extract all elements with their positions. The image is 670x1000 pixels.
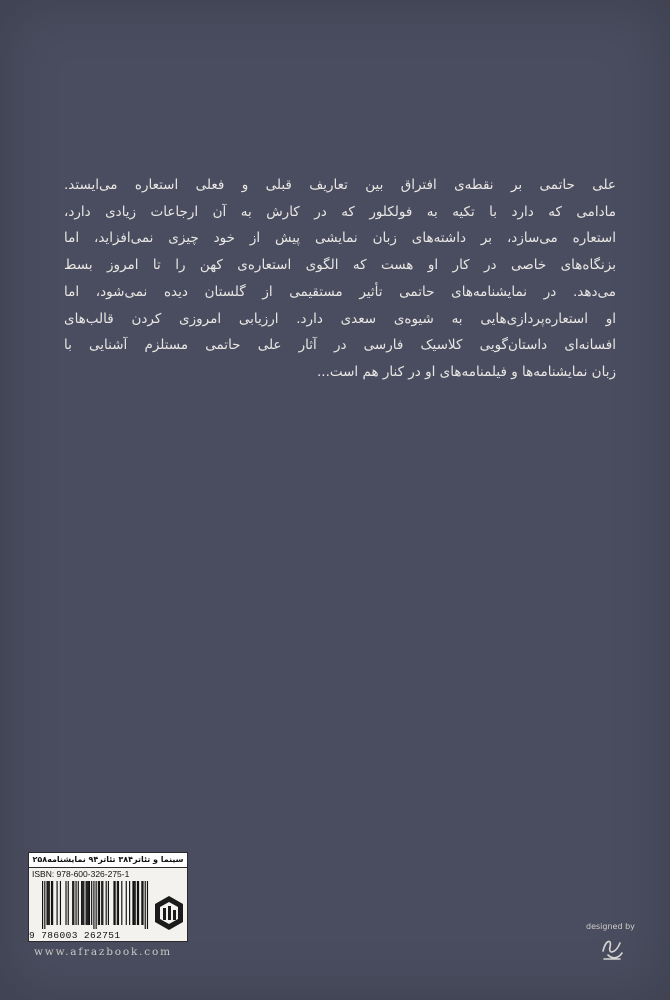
barcode-bar	[99, 881, 100, 925]
barcode-bar	[147, 881, 148, 929]
barcode-bar	[102, 881, 103, 925]
barcode-bar	[132, 881, 133, 925]
barcode-bar	[87, 881, 88, 925]
barcode-bar	[142, 881, 143, 925]
barcode-bar	[51, 881, 52, 925]
barcode-bar	[42, 881, 43, 929]
barcode-bar	[72, 881, 73, 925]
barcode-bar	[115, 881, 116, 925]
barcode-bar	[137, 881, 138, 925]
barcode-bar	[135, 881, 136, 925]
series-numbers: سینما و تئاتر۳۸۴ تئاتر۹۴ نمایشنامه۲۵۸	[29, 853, 187, 868]
barcode-bar	[138, 881, 139, 925]
barcode-bar	[133, 881, 134, 925]
blurb-line: علی حاتمی بر نقطه‌ی افتراق بین تعاریف قبلی و فعلی استعاره می‌ایستد.	[64, 177, 616, 193]
blurb-text	[64, 172, 616, 386]
barcode-bar	[98, 881, 99, 925]
barcode-bar	[141, 881, 142, 925]
barcode-bar	[57, 881, 58, 925]
barcode-bar	[86, 881, 87, 925]
barcode-bar	[65, 881, 66, 925]
barcode-bar	[121, 881, 122, 925]
designer-credit: designed by	[586, 922, 635, 931]
barcode-bar	[48, 881, 49, 925]
designer-signature-icon	[598, 933, 626, 963]
barcode-bar	[145, 881, 146, 929]
barcode-bar	[101, 881, 102, 925]
isbn-label: ISBN: 978-600-326-275-1	[32, 869, 130, 879]
barcode-bar	[83, 881, 84, 925]
barcode-bar	[129, 881, 130, 925]
barcode-bar	[82, 881, 83, 925]
publisher-website: www.afrazbook.com	[34, 946, 172, 958]
barcode-bar	[93, 881, 94, 929]
publisher-logo-icon	[154, 895, 184, 931]
barcode-bar	[106, 881, 107, 925]
barcode-bar	[44, 881, 45, 929]
barcode-bar	[75, 881, 76, 925]
barcode-bar	[73, 881, 74, 925]
blurb-line: او استعاره‌پردازی‌هایی به شیوه‌ی سعدی دارد. ارزیابی امروزی کردن قالب‌های	[64, 310, 616, 327]
barcode-bar	[68, 881, 69, 925]
barcode-image	[32, 881, 150, 929]
barcode-bar	[52, 881, 53, 925]
barcode-bar	[89, 881, 90, 925]
barcode-bar	[81, 881, 82, 925]
blurb-line: افسانه‌ای داستان‌گویی کلاسیک فارسی در آثار علی حاتمی مستلزم آشنایی با	[64, 337, 616, 354]
barcode-digits: 9 786003 262751	[29, 930, 121, 941]
barcode-bar	[113, 881, 114, 925]
barcode-bar	[126, 881, 127, 925]
barcode-panel	[28, 852, 188, 942]
barcode-bar	[108, 881, 109, 925]
barcode-bar	[118, 881, 119, 925]
blurb-line: زبان نمایشنامه‌ها و فیلمنامه‌های او در کنار هم است...	[316, 363, 616, 380]
barcode-bar	[91, 881, 92, 925]
barcode-bar	[46, 881, 47, 925]
barcode-bar	[88, 881, 89, 925]
blurb-line: استعاره می‌سازد، بر داشته‌های زبان نمایشی پیش از خود چیزی نمی‌افزاید، اما	[64, 230, 616, 247]
blurb-line: مادامی که دارد با تکیه به فولکلور که در کارش به آن ارجاعات زیادی دارد،	[64, 203, 616, 220]
barcode-bar	[78, 881, 79, 925]
barcode-bar	[96, 881, 97, 929]
barcode-bar	[60, 881, 61, 925]
blurb-line: بزنگاه‌های خاصی در کار او هست که الگوی استعاره‌ی کهن را تا امروز بسط	[64, 257, 616, 274]
barcode-bar	[117, 881, 118, 925]
barcode-bar	[49, 881, 50, 925]
blurb-line: می‌دهد. در نمایشنامه‌های حاتمی تأثیر مستقیمی از گلستان دیده نمی‌شود، اما	[64, 283, 616, 300]
